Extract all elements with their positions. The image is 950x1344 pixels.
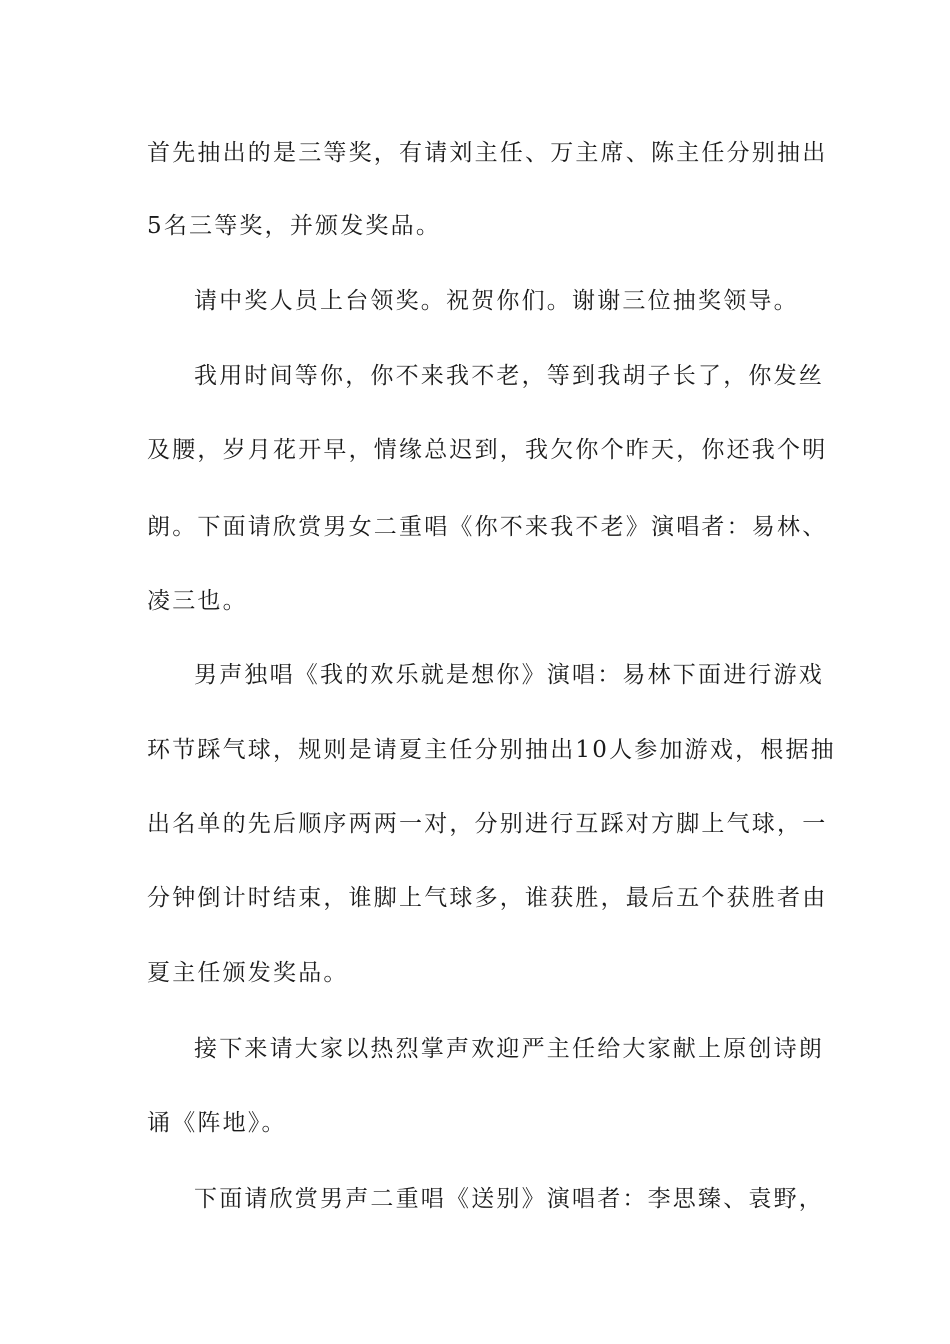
text-line: 5名三等奖，并颁发奖品。 (147, 213, 442, 239)
text-line: 接下来请大家以热烈掌声欢迎严主任给大家献上原创诗朗 (194, 1036, 824, 1062)
text-line: 环节踩气球，规则是请夏主任分别抽出10人参加游戏，根据抽 (147, 737, 836, 763)
text-line: 首先抽出的是三等奖，有请刘主任、万主席、陈主任分别抽出 (147, 140, 828, 166)
text-line: 我用时间等你，你不来我不老，等到我胡子长了，你发丝 (194, 363, 824, 389)
text-line: 出名单的先后顺序两两一对，分别进行互踩对方脚上气球，一 (147, 811, 828, 837)
text-line: 下面请欣赏男声二重唱《送别》演唱者：李思臻、袁野， (194, 1186, 824, 1212)
text-line: 凌三也。 (147, 588, 248, 614)
text-line: 夏主任颁发奖品。 (147, 960, 349, 986)
text-line: 及腰，岁月花开早，情缘总迟到，我欠你个昨天，你还我个明 (147, 437, 828, 463)
text-line: 朗。下面请欣赏男女二重唱《你不来我不老》演唱者：易林、 (147, 514, 828, 540)
text-line: 请中奖人员上台领奖。祝贺你们。谢谢三位抽奖领导。 (194, 288, 799, 314)
text-line: 男声独唱《我的欢乐就是想你》演唱：易林下面进行游戏 (194, 662, 824, 688)
text-line: 分钟倒计时结束，谁脚上气球多，谁获胜，最后五个获胜者由 (147, 885, 828, 911)
text-line: 诵《阵地》。 (147, 1110, 287, 1136)
